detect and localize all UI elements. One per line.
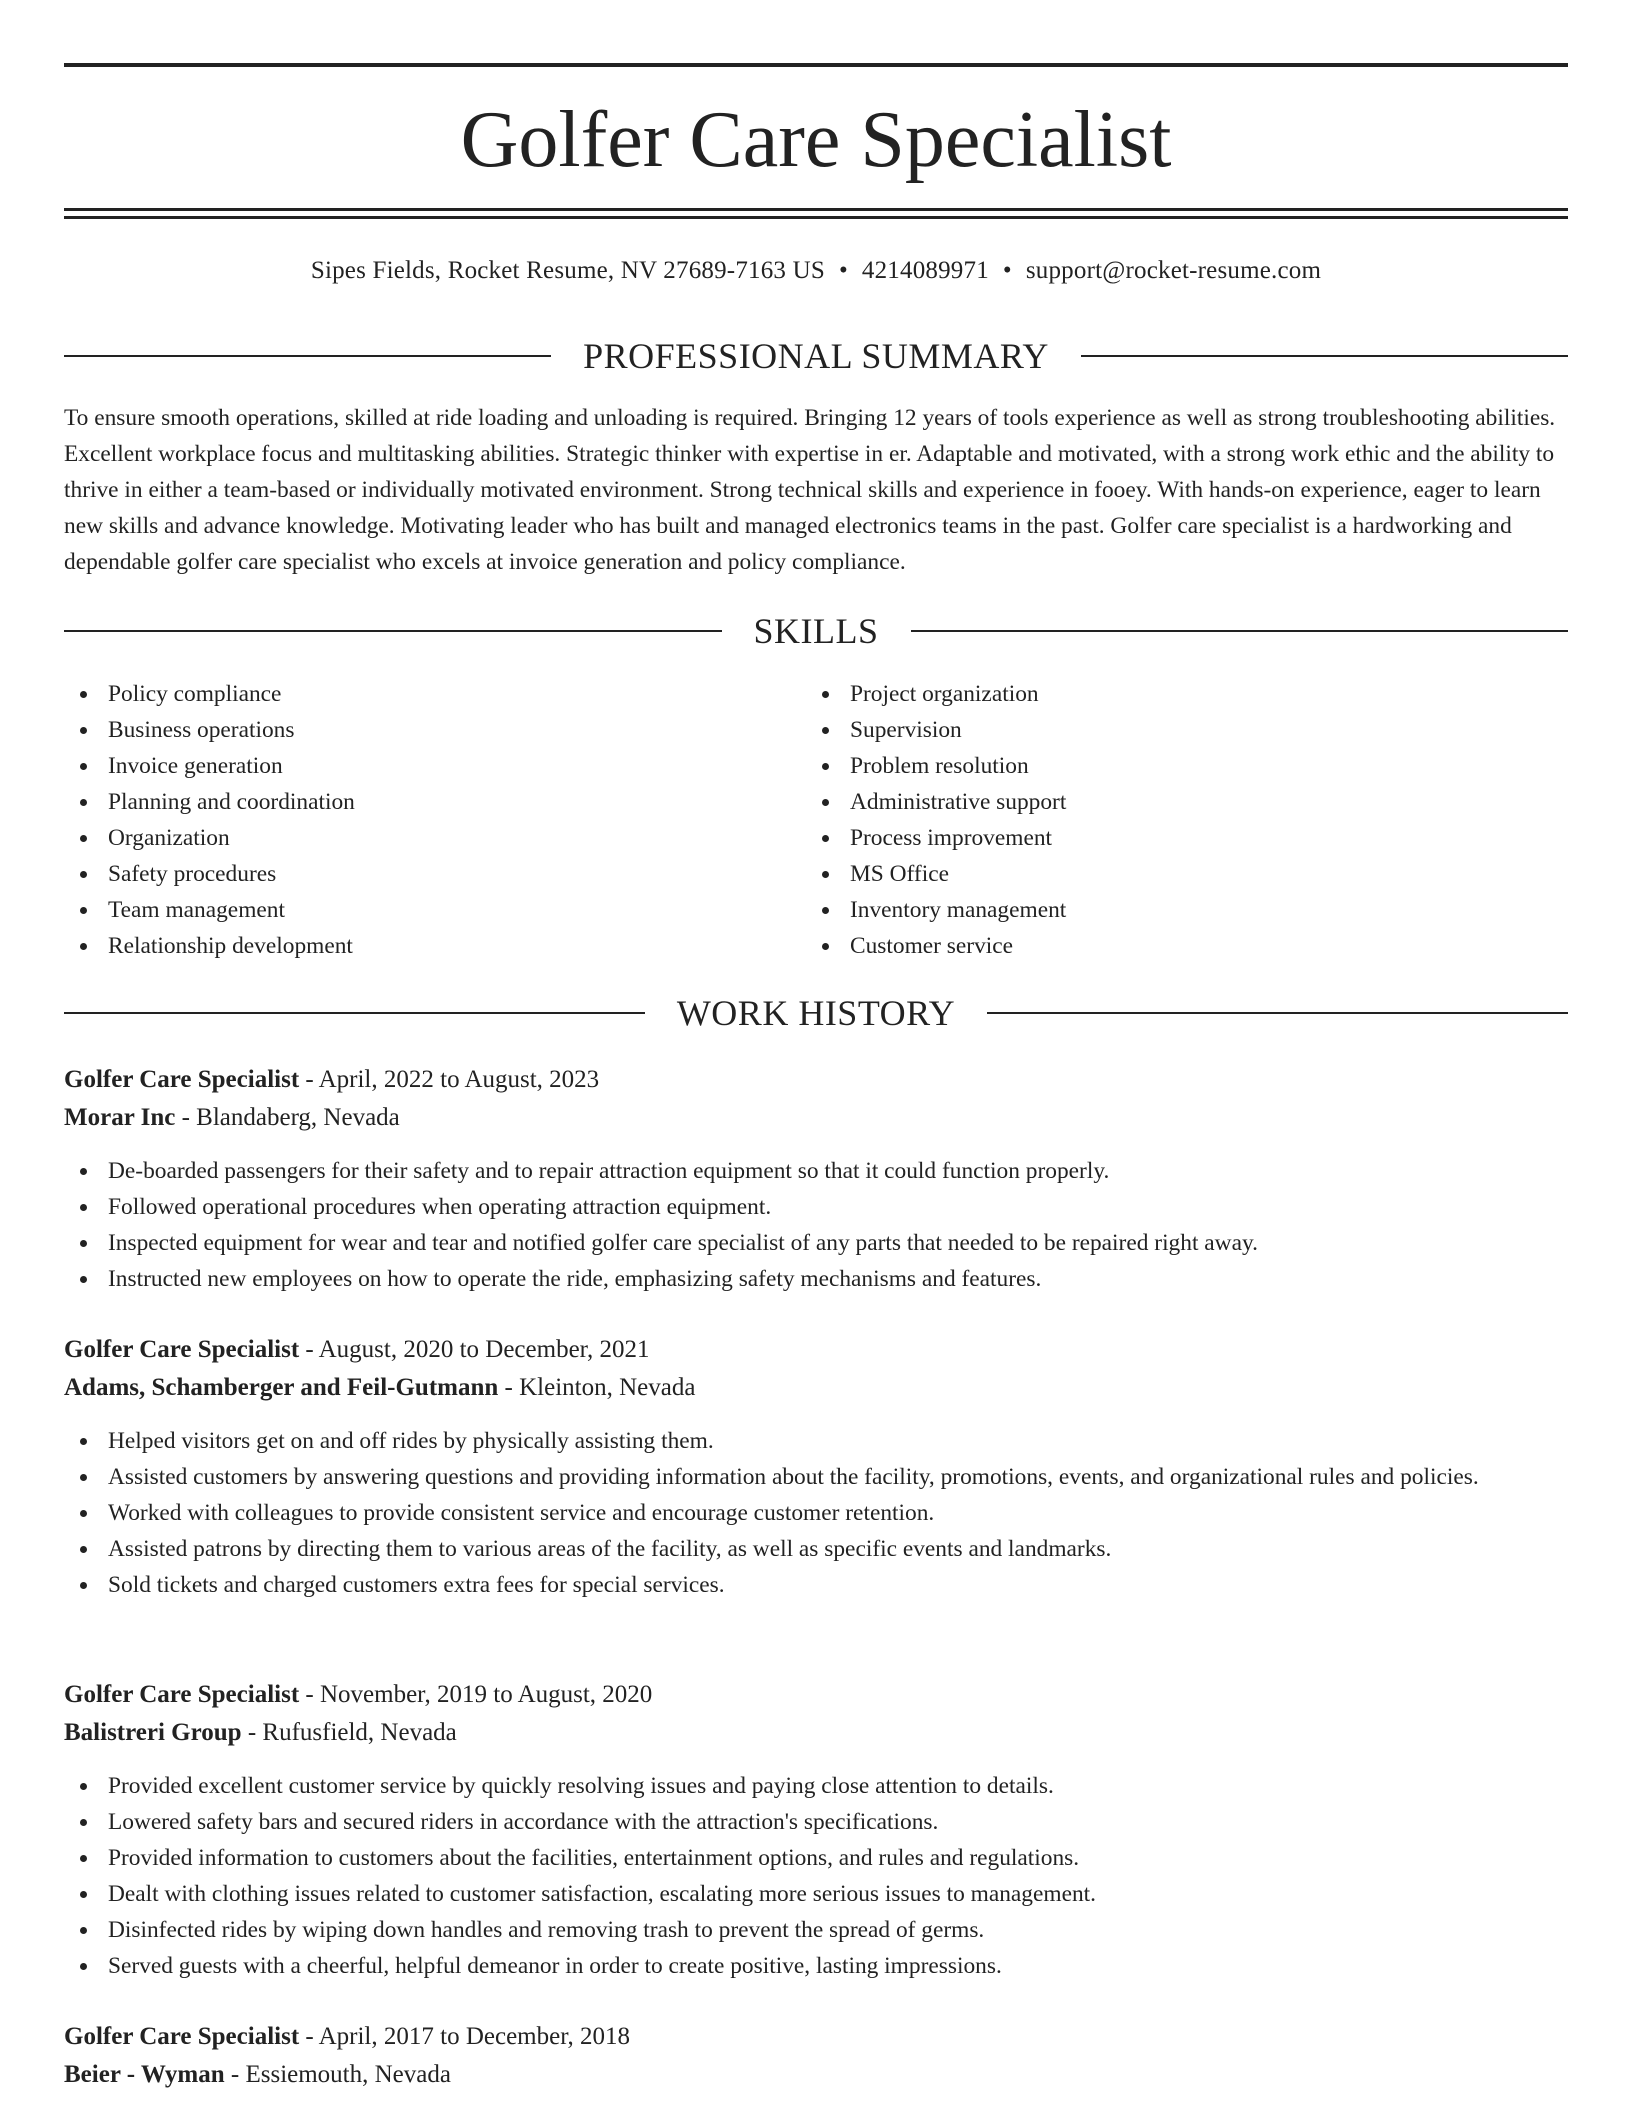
skill-item: Invoice generation [64, 748, 806, 784]
skills-column-left [64, 676, 806, 964]
resume-name: Golfer Care Specialist [460, 96, 1172, 184]
skill-item: Administrative support [806, 784, 1548, 820]
job-bullet: Disinfected rides by wiping down handles and removing trash to prevent the spread of germs. [64, 1912, 1568, 1948]
header-top-rule [64, 63, 1568, 67]
job-bullets [64, 1423, 1568, 1603]
job-entry [64, 1331, 1568, 1603]
job-bullet: Provided information to customers about the facilities, entertainment options, and rules and regulations. [64, 1840, 1568, 1876]
job-title: Golfer Care Specialist [64, 2023, 300, 2050]
skill-item: Policy compliance [64, 676, 806, 712]
job-entry [64, 1676, 1568, 1984]
heading-rule-right [987, 1012, 1568, 1014]
summary-text: To ensure smooth operations, skilled at ride loading and unloading is required. Bringing 12 years of tools experience as well as strong troubleshooting abilities. Excellent workplace focus and multitasking abilities. Strategic thinker with expertise in er. Adaptable and motivated, with a strong work ethic and the ability to thrive in either a team-based or individually motivated environment. Strong technical skills and experience in fooey. With hands-on experience, eager to learn new skills and advance knowledge. Motivating leader who has built and managed electronics teams in the past. Golfer care specialist is a hardworking and dependable golfer care specialist who excels at invoice generation and policy compliance. [64, 405, 1556, 575]
job-title: Golfer Care Specialist [64, 1336, 300, 1363]
skill-item: Project organization [806, 676, 1548, 712]
skill-item: Inventory management [806, 892, 1548, 928]
job-title-line [64, 1331, 1568, 1369]
job-bullet: Lowered safety bars and secured riders in accordance with the attraction's specifications. [64, 1804, 1568, 1840]
job-company-line [64, 1714, 1568, 1752]
heading-rule-left [64, 630, 722, 632]
contact-separator: • [838, 257, 848, 284]
header-double-rule-lower [64, 216, 1568, 219]
job-company: Balistreri Group [64, 1719, 242, 1746]
job-bullet: Sold tickets and charged customers extra fees for special services. [64, 1567, 1568, 1603]
job-title-line [64, 1061, 1568, 1099]
job-company-line [64, 1099, 1568, 1137]
job-bullets [64, 1768, 1568, 1984]
contact-line [64, 254, 1568, 288]
job-bullet: Inspected equipment for wear and tear and notified golfer care specialist of any parts that needed to be repaired right away. [64, 1225, 1568, 1261]
job-dates: - November, 2019 to August, 2020 [299, 1681, 653, 1708]
skill-item: Business operations [64, 712, 806, 748]
heading-rule-left [64, 1012, 645, 1014]
job-bullet: Assisted patrons by directing them to various areas of the facility, as well as specific events and landmarks. [64, 1531, 1568, 1567]
job-bullet: Helped visitors get on and off rides by physically assisting them. [64, 1423, 1568, 1459]
job-location: - Essiemouth, Nevada [224, 2061, 451, 2088]
skill-item: Customer service [806, 928, 1548, 964]
job-company-line [64, 2056, 1568, 2094]
job-location: - Rufusfield, Nevada [241, 1719, 457, 1746]
job-bullet: Provided excellent customer service by quickly resolving issues and paying close attention to details. [64, 1768, 1568, 1804]
job-title-line [64, 2018, 1568, 2056]
skills-column-right [806, 676, 1548, 964]
job-bullet: De-boarded passengers for their safety and to repair attraction equipment so that it could function properly. [64, 1153, 1568, 1189]
heading-rule-left [64, 355, 551, 357]
job-title: Golfer Care Specialist [64, 1066, 300, 1093]
header-double-rule-upper [64, 208, 1568, 211]
job-location: - Blandaberg, Nevada [175, 1104, 400, 1131]
job-dates: - April, 2017 to December, 2018 [299, 2023, 631, 2050]
skill-item: Problem resolution [806, 748, 1548, 784]
skills-section-heading [64, 609, 1568, 653]
job-company: Morar Inc [64, 1104, 176, 1131]
contact-address: Sipes Fields, Rocket Resume, NV 27689-7163 US [310, 257, 825, 284]
work-heading-title: WORK HISTORY [676, 993, 956, 1033]
job-bullet: Worked with colleagues to provide consistent service and encourage customer retention. [64, 1495, 1568, 1531]
job-title-line [64, 1676, 1568, 1714]
job-bullet: Served guests with a cheerful, helpful demeanor in order to create positive, lasting impressions. [64, 1948, 1568, 1984]
job-bullet: Followed operational procedures when operating attraction equipment. [64, 1189, 1568, 1225]
job-bullet: Assisted customers by answering questions and providing information about the facility, promotions, events, and organizational rules and policies. [64, 1459, 1568, 1495]
contact-phone: 4214089971 [861, 257, 989, 284]
skills-heading-title: SKILLS [753, 611, 879, 651]
skill-item: Safety procedures [64, 856, 806, 892]
job-company: Beier - Wyman [64, 2061, 225, 2088]
job-location: - Kleinton, Nevada [498, 1374, 696, 1401]
heading-rule-right [911, 630, 1569, 632]
job-bullet: Instructed new employees on how to operate the ride, emphasizing safety mechanisms and features. [64, 1261, 1568, 1297]
job-dates: - April, 2022 to August, 2023 [299, 1066, 600, 1093]
job-entry [64, 2018, 1568, 2094]
work-section-heading [64, 991, 1568, 1035]
contact-email: support@rocket-resume.com [1025, 257, 1322, 284]
job-dates: - August, 2020 to December, 2021 [299, 1336, 650, 1363]
skill-item: Team management [64, 892, 806, 928]
job-company: Adams, Schamberger and Feil-Gutmann [64, 1374, 499, 1401]
job-company-line [64, 1369, 1568, 1407]
skill-item: MS Office [806, 856, 1548, 892]
skill-item: Supervision [806, 712, 1548, 748]
contact-separator: • [1002, 257, 1012, 284]
skill-item: Planning and coordination [64, 784, 806, 820]
job-bullets [64, 1153, 1568, 1297]
skill-item: Organization [64, 820, 806, 856]
summary-section-heading [64, 334, 1568, 378]
skill-item: Process improvement [806, 820, 1548, 856]
job-entry [64, 1061, 1568, 1297]
job-title: Golfer Care Specialist [64, 1681, 300, 1708]
job-bullet: Dealt with clothing issues related to customer satisfaction, escalating more serious issues to management. [64, 1876, 1568, 1912]
skills-list [64, 676, 1568, 964]
heading-rule-right [1081, 355, 1568, 357]
skill-item: Relationship development [64, 928, 806, 964]
summary-heading-title: PROFESSIONAL SUMMARY [583, 336, 1049, 376]
